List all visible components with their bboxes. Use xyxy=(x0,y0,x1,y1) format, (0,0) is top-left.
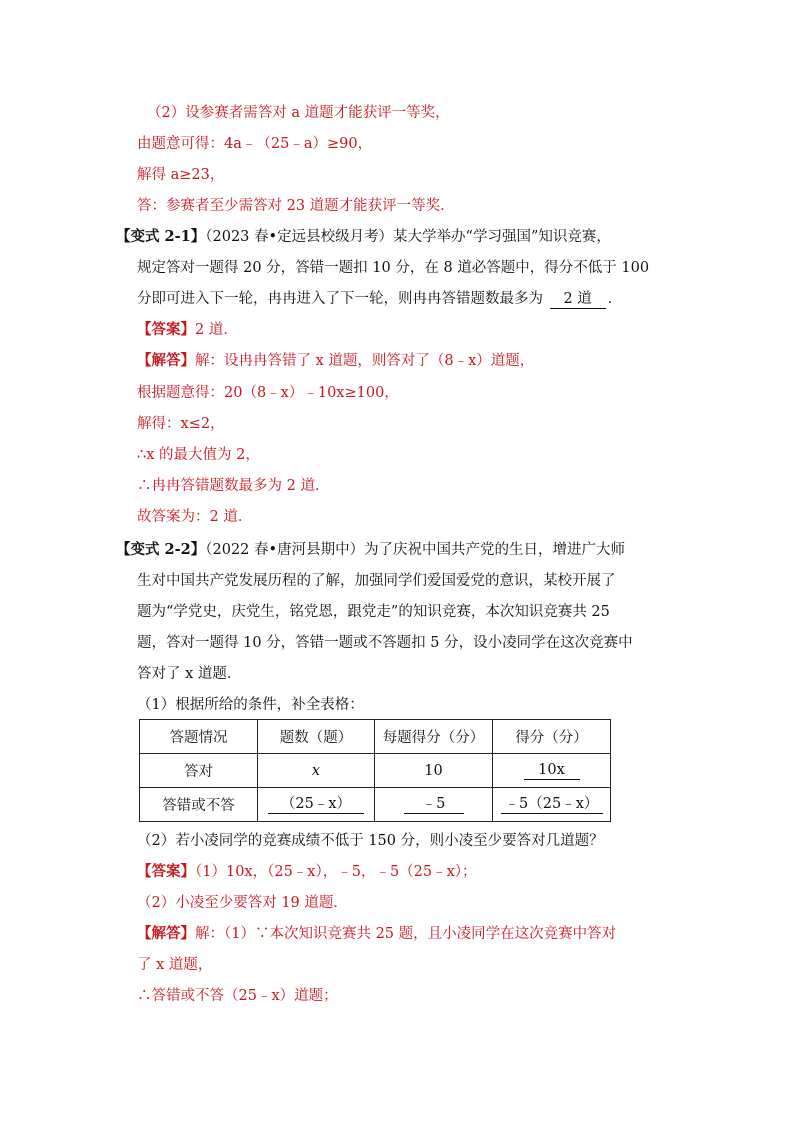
variant-2-1-solution-tag: 【解答】 xyxy=(137,352,195,369)
table-cell: 答对 xyxy=(140,754,258,788)
variant-2-2-question-line-1 xyxy=(116,540,625,560)
table-header-cell: 答题情况 xyxy=(140,720,258,754)
variant-2-2-solution-line-3: ∴答错或不答（25﹣x）道题； xyxy=(137,988,338,1004)
variant-2-2-question-line-5: 答对了 x 道题． xyxy=(137,666,242,682)
variant-2-1-q1: （2023 春•定远县校级月考）某大学举办“学习强国”知识竞赛， xyxy=(205,229,611,245)
sol1-line-2: 由题意可得：4a﹣（25﹣a）≥90， xyxy=(137,136,373,152)
variant-2-2-question-line-3: 题为“学党史，庆党生，铭党恩，跟党走”的知识竞赛，本次知识竞赛共 25 xyxy=(137,604,610,620)
variant-2-1-solution-line-1 xyxy=(137,351,534,371)
variant-2-2-answer-line-1 xyxy=(137,862,477,882)
table-cell: x xyxy=(258,754,375,788)
table-fill-blank: （25﹣x） xyxy=(268,796,364,814)
variant-2-1-question-line-1 xyxy=(116,227,611,247)
table-fill-blank: 10x xyxy=(524,762,580,780)
table-cell xyxy=(375,788,493,822)
table-header-cell: 题数（题） xyxy=(258,720,375,754)
variant-2-1-tag: 【变式 2-1】 xyxy=(116,228,206,245)
variant-2-1-q3a: 分即可进入下一轮，冉冉进入了下一轮，则冉冉答错题数最多为 xyxy=(137,291,543,307)
variant-2-1-q3b: ． xyxy=(607,291,623,307)
variant-2-1-solution-line-5: ∴冉冉答错题数最多为 2 道． xyxy=(137,478,330,494)
variant-2-2-solution-line-2: 了 x 道题， xyxy=(137,957,213,973)
variant-2-2-part-1-prompt: （1）根据所给的条件，补全表格： xyxy=(137,697,364,713)
variant-2-2-solution-line-1 xyxy=(137,924,616,944)
table-cell xyxy=(493,754,611,788)
sol1-line-3: 解得 a≥23， xyxy=(137,167,225,183)
variant-2-1-solution-line-3: 解得：x≤2， xyxy=(137,416,225,432)
variant-2-1-answer-tag: 【答案】 xyxy=(137,321,195,338)
table-header-row xyxy=(140,720,611,754)
table-fill-blank: ﹣5（25﹣x） xyxy=(501,796,603,814)
table-row xyxy=(140,754,611,788)
table-cell: 10 xyxy=(375,754,493,788)
variant-2-2-question-line-4: 题，答对一题得 10 分，答错一题或不答题扣 5 分，设小凌同学在这次竞赛中 xyxy=(137,635,633,651)
sol1-line-4: 答：参赛者至少需答对 23 道题才能获评一等奖． xyxy=(137,198,455,214)
variant-2-1-s1: 解：设冉冉答错了 x 道题，则答对了（8﹣x）道题， xyxy=(195,353,535,369)
table-cell: 答错或不答 xyxy=(140,788,258,822)
variant-2-2-ans1: （1）10x，（25﹣x），﹣5，﹣5（25﹣x）； xyxy=(195,864,477,880)
variant-2-1-solution-line-6: 故答案为：2 道． xyxy=(137,509,253,525)
table-header-cell: 得分（分） xyxy=(493,720,611,754)
table-header-cell: 每题得分（分） xyxy=(375,720,493,754)
variant-2-1-answer-blank: 2 道 xyxy=(550,290,606,309)
variant-2-1-question-line-2: 规定答对一题得 20 分，答错一题扣 10 分，在 8 道必答题中，得分不低于 100 xyxy=(137,260,650,276)
variant-2-1-solution-line-2: 根据题意得：20（8﹣x）﹣10x≥100， xyxy=(137,385,399,401)
variant-2-2-s1: 解：（1）∵本次知识竞赛共 25 题，且小凌同学在这次竞赛中答对 xyxy=(195,926,617,942)
variant-2-2-tag: 【变式 2-2】 xyxy=(116,541,206,558)
score-table xyxy=(139,719,611,822)
variant-2-1-answer xyxy=(137,320,238,340)
variant-2-2-answer-line-2: （2）小凌至少要答对 19 道题． xyxy=(137,895,348,911)
variant-2-1-solution-line-4: ∴x 的最大值为 2， xyxy=(137,447,260,463)
sol1-line-1: （2）设参赛者需答对 a 道题才能获评一等奖， xyxy=(147,105,450,121)
variant-2-2-q1: （2022 春•唐河县期中）为了庆祝中国共产党的生日，增进广大师 xyxy=(205,542,626,558)
table-fill-blank: ﹣5 xyxy=(404,796,464,814)
table-row xyxy=(140,788,611,822)
variant-2-1-question-line-3 xyxy=(137,289,622,309)
variant-2-2-answer-tag: 【答案】 xyxy=(137,863,195,880)
table-cell xyxy=(493,788,611,822)
variant-2-2-question-line-2: 生对中国共产党发展历程的了解，加强同学们爱国爱党的意识，某校开展了 xyxy=(137,573,616,589)
variant-2-2-part-2-prompt: （2）若小凌同学的竞赛成绩不低于 150 分，则小凌至少要答对几道题？ xyxy=(137,833,604,849)
variant-2-1-answer-text: 2 道． xyxy=(195,322,238,338)
table-cell xyxy=(258,788,375,822)
variant-2-2-solution-tag: 【解答】 xyxy=(137,925,195,942)
